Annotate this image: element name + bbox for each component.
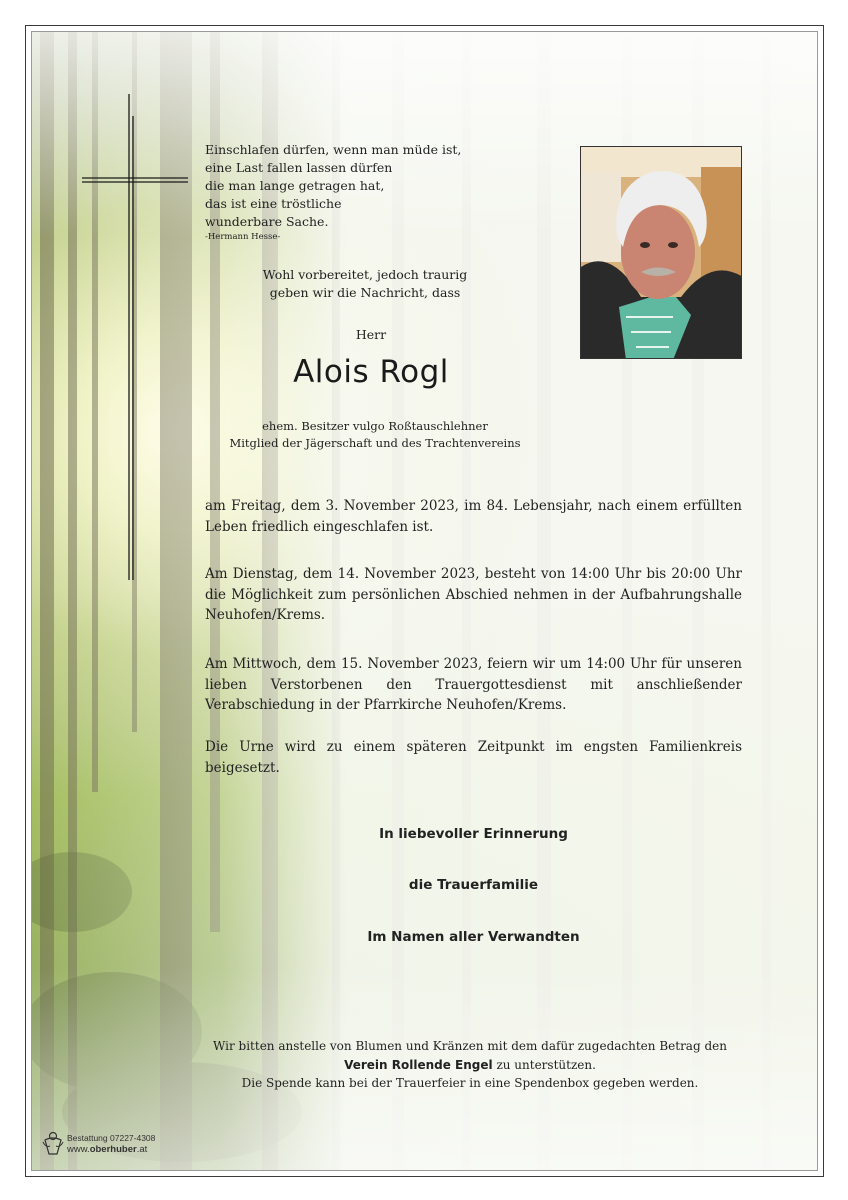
intro-line-1: Wohl vorbereitet, jedoch traurig bbox=[262, 267, 468, 282]
undertaker-logo bbox=[42, 1130, 156, 1161]
poem-line: eine Last fallen lassen dürfen bbox=[205, 160, 393, 175]
angel-logo-icon bbox=[42, 1130, 64, 1156]
website-brand: oberhuber bbox=[89, 1144, 137, 1155]
intro bbox=[230, 266, 500, 302]
portrait-photo bbox=[580, 146, 742, 359]
request-line-3: Die Spende kann bei der Trauerfeier in eine Spendenbox gegeben werden. bbox=[241, 1076, 699, 1090]
request-line-2 bbox=[150, 1056, 790, 1075]
deceased-name: Alois Rogl bbox=[293, 354, 449, 390]
undertaker-label: Bestattung bbox=[67, 1133, 108, 1143]
deceased-roles bbox=[180, 418, 570, 452]
closing-relatives: Im Namen aller Verwandten bbox=[367, 929, 580, 945]
cross-icon bbox=[82, 92, 192, 582]
undertaker-phone: 07227-4308 bbox=[110, 1133, 156, 1143]
intro-line-2: geben wir die Nachricht, dass bbox=[269, 285, 461, 300]
death-paragraph: am Freitag, dem 3. November 2023, im 84. Lebensjahr, nach einem erfüllten Leben friedlich eingeschlafen ist. bbox=[205, 498, 742, 535]
request-line-1: Wir bitten anstelle von Blumen und Kränzen mit dem dafür zugedachten Betrag den bbox=[213, 1039, 727, 1053]
poem-line: Einschlafen dürfen, wenn man müde ist, bbox=[205, 142, 462, 157]
closing-family: die Trauerfamilie bbox=[408, 877, 539, 893]
request-line-2-suffix: zu unterstützen. bbox=[492, 1057, 596, 1072]
poem-author: -Hermann Hesse- bbox=[205, 232, 281, 242]
poem bbox=[205, 141, 461, 243]
role-line-1: ehem. Besitzer vulgo Roßtauschlehner bbox=[262, 419, 488, 433]
poem-line: wunderbare Sache. bbox=[205, 214, 329, 229]
role-line-2: Mitglied der Jägerschaft und des Trachtenvereins bbox=[229, 436, 521, 450]
undertaker-phone-line bbox=[67, 1133, 155, 1143]
website-suffix: .at bbox=[136, 1144, 148, 1155]
donation-request bbox=[150, 1037, 790, 1093]
urn-paragraph: Die Urne wird zu einem späteren Zeitpunkt im engsten Familienkreis beigesetzt. bbox=[205, 739, 742, 776]
website-prefix: www. bbox=[67, 1144, 90, 1155]
poem-line: die man lange getragen hat, bbox=[205, 178, 385, 193]
funeral-paragraph: Am Mittwoch, dem 15. November 2023, feiern wir um 14:00 Uhr für unseren lieben Verstorbenen den Trauergottesdienst mit anschließender Verabschiedung in der Pfarrkirche Neuhofen/Krems. bbox=[205, 656, 742, 713]
viewing-paragraph: Am Dienstag, dem 14. November 2023, besteht von 14:00 Uhr bis 20:00 Uhr die Möglichkeit zum persönlichen Abschied nehmen in der Aufbahrungshalle Neuhofen/Krems. bbox=[205, 566, 742, 623]
salutation: Herr bbox=[355, 327, 387, 342]
poem-line: das ist eine tröstliche bbox=[205, 196, 342, 211]
undertaker-website[interactable] bbox=[67, 1144, 147, 1155]
closing-memory: In liebevoller Erinnerung bbox=[379, 826, 568, 842]
charity-name: Verein Rollende Engel bbox=[344, 1057, 493, 1072]
